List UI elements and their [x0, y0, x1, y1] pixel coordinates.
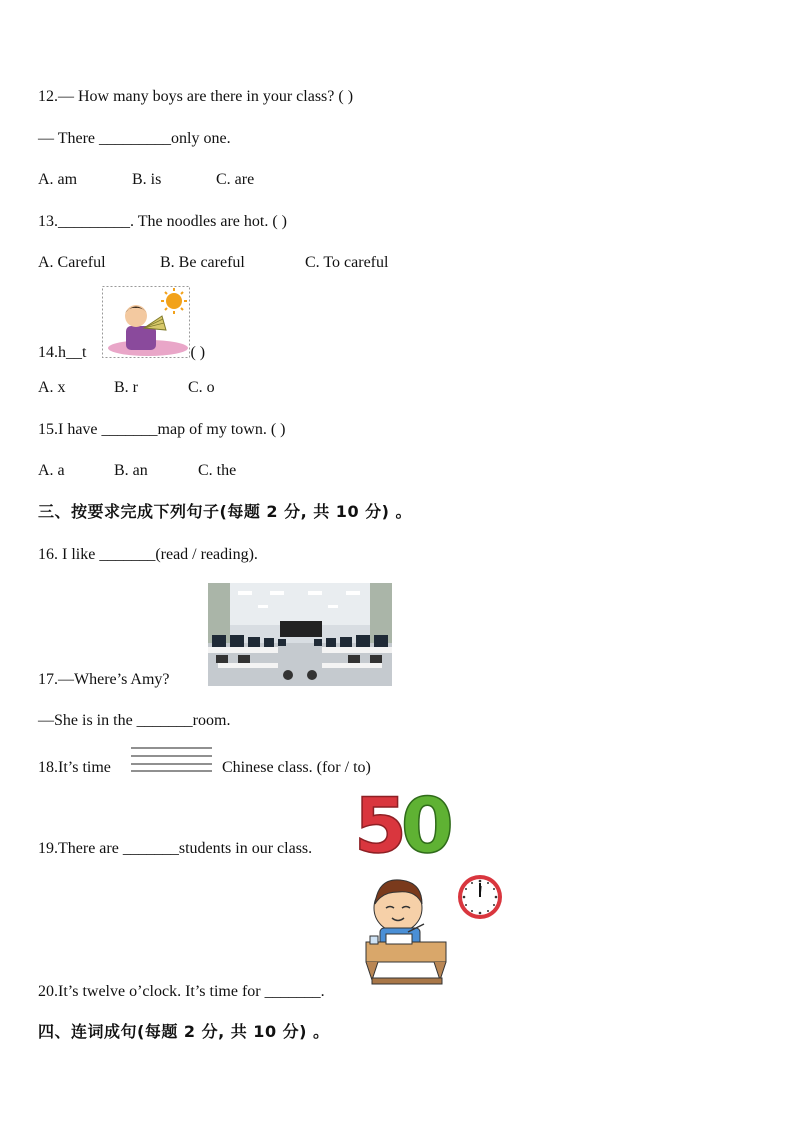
q14-option-a: A. x [38, 379, 66, 396]
q17-line2: —She is in the _______room. [38, 712, 231, 729]
boy-eating-image [358, 868, 506, 998]
digit-five: 5 [354, 786, 401, 858]
q13-options [38, 253, 388, 273]
q14-paren: ( ) [190, 344, 206, 361]
section-3-heading: 三、按要求完成下列句子(每题 2 分, 共 10 分) 。 [38, 502, 413, 521]
q15-options [38, 461, 236, 481]
q13-option-b: B. Be careful [160, 254, 245, 271]
q20-question: 20.It’s twelve o’clock. It’s time for _______. [38, 983, 325, 1000]
q15-option-b: B. an [114, 462, 148, 479]
clock-icon [458, 875, 502, 919]
q15-question: 15.I have _______map of my town. ( ) [38, 421, 286, 438]
q12-option-b: B. is [132, 171, 162, 188]
computer-room-image [208, 583, 392, 686]
q12-question: 12.— How many boys are there in your class? ( ) [38, 88, 354, 105]
number-fifty-image [352, 786, 458, 858]
q15-option-c: C. the [198, 462, 237, 479]
q14-option-b: B. r [114, 379, 138, 396]
q14-options [38, 378, 215, 398]
q17-line1: 17.—Where’s Amy? [38, 671, 170, 688]
writing-lines [131, 746, 212, 772]
q13-question: 13._________. The noodles are hot. ( ) [38, 213, 287, 230]
q12-option-c: C. are [216, 171, 255, 188]
q12-options [38, 170, 254, 190]
q12-line2: — There _________only one. [38, 130, 231, 147]
q14-option-c: C. o [188, 379, 215, 396]
q14-prefix: 14.h__t [38, 344, 87, 361]
q18-prefix: 18.It’s time [38, 759, 111, 776]
q13-option-a: A. Careful [38, 254, 106, 271]
q13-option-c: C. To careful [305, 254, 389, 271]
digit-zero: 0 [400, 786, 448, 858]
q19-question: 19.There are _______students in our class. [38, 840, 313, 857]
q18-suffix: Chinese class. (for / to) [222, 759, 371, 776]
section-4-heading: 四、连词成句(每题 2 分, 共 10 分) 。 [38, 1022, 330, 1041]
q16-question: 16. I like _______(read / reading). [38, 546, 258, 563]
q14-line [38, 343, 205, 363]
q15-option-a: A. a [38, 462, 65, 479]
number-fifty-text [354, 786, 451, 858]
q12-option-a: A. am [38, 171, 78, 188]
